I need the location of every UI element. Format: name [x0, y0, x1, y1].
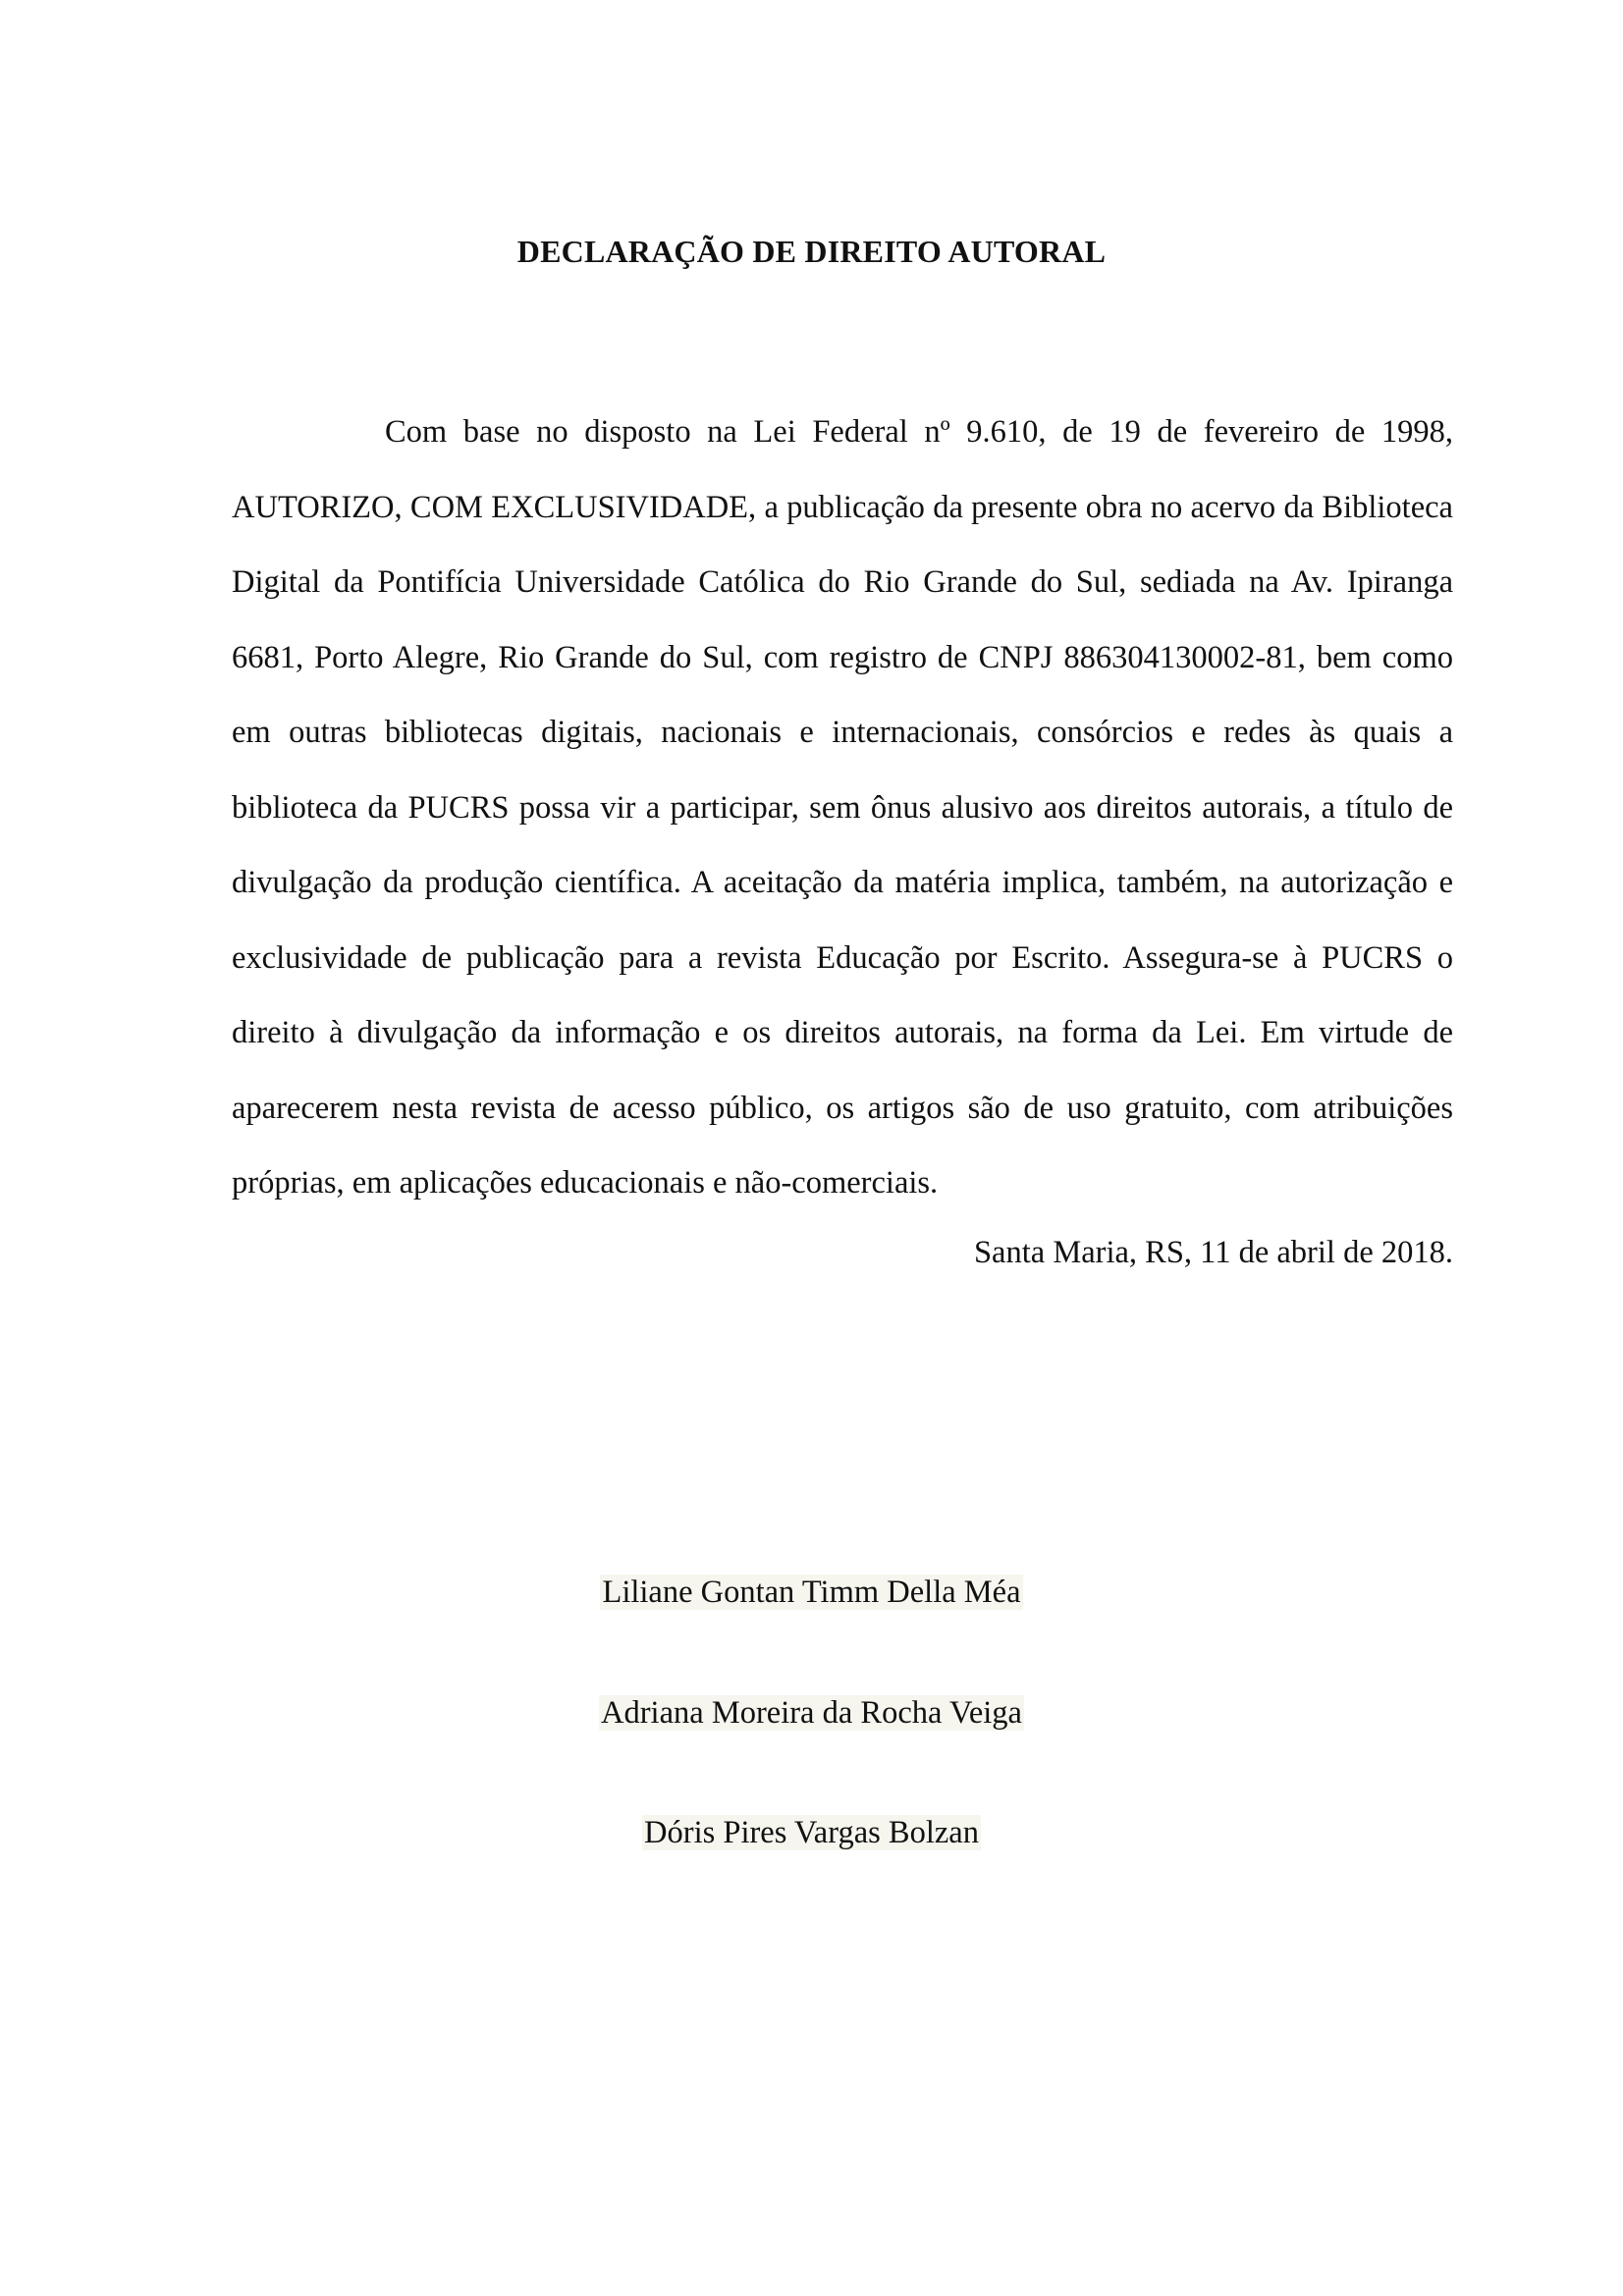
declaration-paragraph: Com base no disposto na Lei Federal nº 9.610, de 19 de fevereiro de 1998, AUTORIZO, COM EXCLUSIVIDADE, a publicação da presente obra no acervo da Biblioteca Digital da Pontifícia Universidade Católica do Rio Grande do Sul, sediada na Av. Ipiranga 6681, Porto Alegre, Rio Grande do Sul, com registro de CNPJ 886304130002-81, bem como em outras bibliotecas digitais, nacionais e internacionais, consórcios e redes às quais a biblioteca da PUCRS possa vir a participar, sem ônus alusivo aos direitos autorais, a título de divulgação da produção científica. A aceitação da matéria implica, também, na autorização e exclusividade de publicação para a revista Educação por Escrito. Assegura-se à PUCRS o direito à divulgação da informação e os direitos autorais, na forma da Lei. Em virtude de aparecerem nesta revista de acesso público, os artigos são de uso gratuito, com atribuições próprias, em aplicações educacionais e não-comerciais.: [232, 414, 1453, 1201]
place-and-date: Santa Maria, RS, 11 de abril de 2018.: [973, 1235, 1453, 1270]
signatory-name: Adriana Moreira da Rocha Veiga: [601, 1695, 1022, 1731]
signatory-2: [0, 1693, 1623, 1733]
signatory-name: Liliane Gontan Timm Della Méa: [602, 1575, 1021, 1610]
signatory-3: [0, 1813, 1623, 1852]
signatory-name: Dóris Pires Vargas Bolzan: [644, 1815, 979, 1850]
signatory-1: [0, 1573, 1623, 1612]
document-title: DECLARAÇÃO DE DIREITO AUTORAL: [516, 234, 1107, 269]
